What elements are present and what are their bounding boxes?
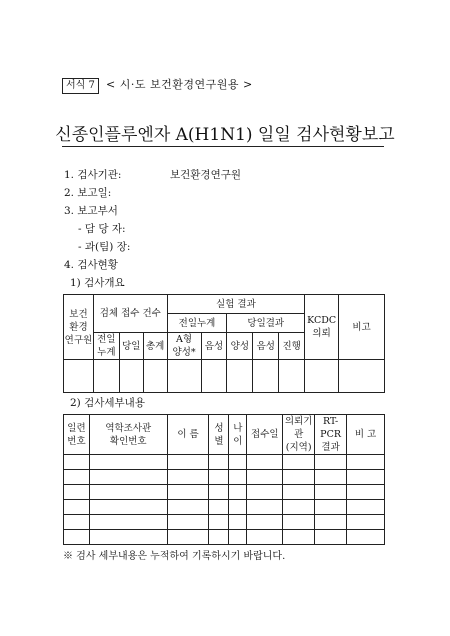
col-epidemiologist-id: 역학조사관 확인번호 (89, 415, 167, 455)
col-institute: 보건 환경 연구원 (64, 295, 94, 360)
col-age: 나 이 (229, 415, 247, 455)
table-cell (64, 485, 90, 500)
table-cell (283, 485, 315, 500)
table-cell (209, 470, 229, 485)
table-cell (283, 515, 315, 530)
table-cell (64, 515, 90, 530)
table-cell (347, 515, 385, 530)
col-prev-results: 전일누계 (167, 314, 227, 333)
page-title: 신종인플루엔자 A(H1N1) 일일 검사현황보고 (55, 125, 395, 145)
info-agency-value: 보건환경연구원 (170, 169, 242, 181)
table-cell (167, 500, 209, 515)
table-cell (64, 455, 90, 470)
table-row (64, 485, 385, 500)
table-cell (209, 500, 229, 515)
table-cell (229, 500, 247, 515)
table-cell (229, 470, 247, 485)
table-row (64, 470, 385, 485)
table-cell (347, 485, 385, 500)
table-cell (347, 500, 385, 515)
table-cell (283, 455, 315, 470)
col-today: 당일 (119, 333, 143, 360)
table-row (64, 515, 385, 530)
table-cell (247, 470, 283, 485)
table-cell (283, 470, 315, 485)
col-total: 총계 (143, 333, 167, 360)
table-cell (167, 470, 209, 485)
form-number-label: 서식 7 (62, 78, 99, 94)
col-serial-number: 일련 번호 (64, 415, 90, 455)
col-detail-note: 비 고 (347, 415, 385, 455)
table-cell (64, 470, 90, 485)
form-caption: < 시·도 보건환경연구원용 > (106, 78, 253, 91)
col-positive: 양성 (227, 333, 253, 360)
info-person-in-charge: - 담 당 자: (78, 223, 126, 235)
table-cell (209, 455, 229, 470)
table-cell (229, 530, 247, 545)
col-requesting-agency: 의뢰기관 (지역) (283, 415, 315, 455)
table-cell (167, 515, 209, 530)
table-cell (229, 455, 247, 470)
col-sex: 성 별 (209, 415, 229, 455)
table-cell (89, 530, 167, 545)
info-report-dept: 3. 보고부서 (64, 205, 118, 217)
summary-table (63, 294, 385, 393)
col-note: 비고 (339, 295, 385, 360)
table-cell (167, 485, 209, 500)
col-name: 이 름 (167, 415, 209, 455)
table-cell (229, 485, 247, 500)
table-cell (315, 500, 347, 515)
col-received-date: 접수일 (247, 415, 283, 455)
detail-heading: 2) 검사세부내용 (70, 397, 145, 409)
table-cell (89, 485, 167, 500)
table-cell (89, 515, 167, 530)
table-cell (283, 500, 315, 515)
col-rt-pcr-result: RT-PCR 결과 (315, 415, 347, 455)
table-cell (247, 485, 283, 500)
col-sample-count: 검체 접수 건수 (93, 295, 167, 333)
table-cell (209, 515, 229, 530)
info-team-leader: - 과(팀) 장: (78, 241, 131, 253)
table-cell (315, 485, 347, 500)
info-agency-label: 1. 검사기관: (64, 169, 122, 181)
col-results: 실험 결과 (167, 295, 304, 314)
table-cell (89, 455, 167, 470)
table-cell (64, 530, 90, 545)
info-status: 4. 검사현황 (64, 259, 118, 271)
table-row (64, 530, 385, 545)
title-underline (62, 146, 384, 147)
table-cell (64, 500, 90, 515)
table-cell (167, 530, 209, 545)
summary-data-row (64, 360, 385, 393)
col-prev-cumulative: 전일 누계 (93, 333, 119, 360)
table-row (64, 500, 385, 515)
info-report-date: 2. 보고일: (64, 187, 112, 199)
table-cell (89, 470, 167, 485)
col-negative-prev: 음성 (201, 333, 227, 360)
table-cell (347, 530, 385, 545)
table-cell (229, 515, 247, 530)
table-cell (247, 455, 283, 470)
table-cell (209, 485, 229, 500)
table-row (64, 455, 385, 470)
table-cell (209, 530, 229, 545)
footnote: ※ 검사 세부내용은 누적하여 기록하시기 바랍니다. (63, 551, 286, 562)
table-cell (247, 500, 283, 515)
table-cell (247, 530, 283, 545)
col-a-positive: A형 양성* (167, 333, 201, 360)
col-in-progress: 진행 (279, 333, 305, 360)
table-cell (247, 515, 283, 530)
table-cell (315, 470, 347, 485)
col-negative-today: 음성 (253, 333, 279, 360)
table-cell (283, 530, 315, 545)
col-today-results: 당일결과 (227, 314, 305, 333)
table-cell (315, 455, 347, 470)
table-cell (89, 500, 167, 515)
col-kcdc: KCDC 의뢰 (305, 295, 339, 360)
table-cell (315, 530, 347, 545)
table-cell (315, 515, 347, 530)
table-cell (347, 470, 385, 485)
table-cell (347, 455, 385, 470)
table-cell (167, 455, 209, 470)
info-summary-heading: 1) 검사개요 (70, 277, 125, 289)
detail-table (63, 414, 385, 545)
